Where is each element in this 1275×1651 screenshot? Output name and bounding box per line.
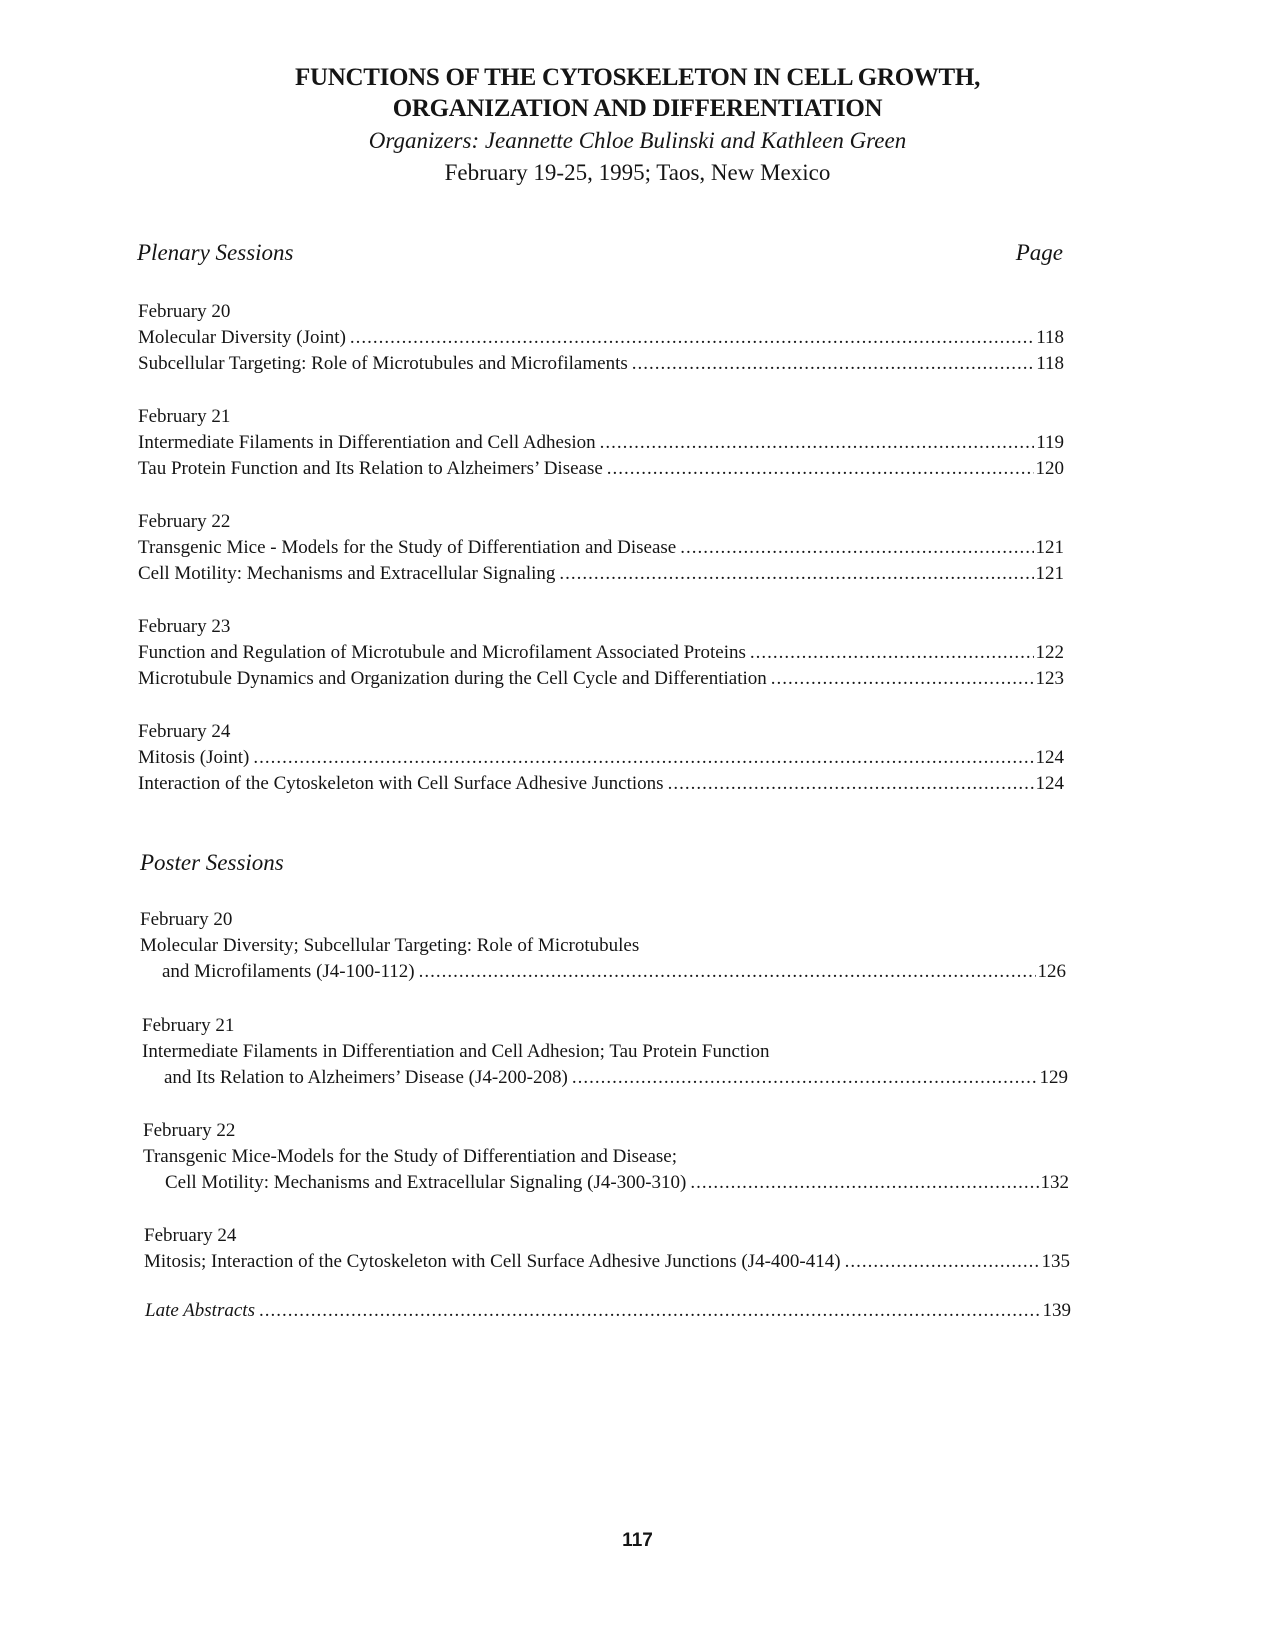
toc-entry[interactable] [138,640,1064,666]
page-number: 117 [622,1530,653,1551]
dot-leader [259,1298,1041,1324]
dot-leader [845,1249,1040,1275]
toc-entry-title: Mitosis; Interaction of the Cytoskeleton with Cell Surface Adhesive Junctions (J4-400-414) [144,1251,841,1272]
toc-entry-page: 120 [1035,458,1064,479]
poster-sessions-heading: Poster Sessions [140,850,284,875]
toc-entry[interactable] [143,1170,1069,1196]
toc-entry-page: 118 [1036,327,1064,348]
plenary-day: February 21 [138,406,231,427]
toc-entry-title: Mitosis (Joint) [138,747,250,768]
dot-leader [690,1170,1038,1196]
toc-entry[interactable] [138,535,1064,561]
toc-entry-title: Intermediate Filaments in Differentiation and Cell Adhesion [138,432,596,453]
toc-entry-page: 126 [1037,961,1066,982]
toc-entry-title: Molecular Diversity (Joint) [138,327,346,348]
organizers: Organizers: Jeannette Chloe Bulinski and Kathleen Green [368,128,907,153]
toc-entry[interactable] [138,430,1064,456]
toc-entry-page: 122 [1035,642,1064,663]
poster-day: February 20 [140,909,233,930]
poster-group-feb22 [143,1117,1069,1196]
toc-entry-title: Late Abstracts [145,1300,255,1321]
plenary-group-feb22 [138,508,1064,587]
dot-leader [668,771,1034,797]
plenary-group-feb23 [138,613,1064,692]
toc-entry-title: Cell Motility: Mechanisms and Extracellular Signaling (J4-300-310) [165,1172,687,1193]
toc-entry[interactable] [138,325,1064,351]
dot-leader [632,351,1034,377]
toc-entry-title-line: Transgenic Mice-Models for the Study of Differentiation and Disease; [143,1146,677,1167]
toc-entry-page: 124 [1035,773,1064,794]
toc-entry-title-line: Intermediate Filaments in Differentiation and Cell Adhesion; Tau Protein Function [142,1041,770,1062]
document-header [0,62,1275,189]
dot-leader [572,1065,1038,1091]
toc-entry[interactable] [144,1249,1070,1275]
plenary-day: February 24 [138,721,231,742]
poster-day: February 21 [142,1015,235,1036]
toc-entry[interactable] [138,745,1064,771]
dot-leader [680,535,1033,561]
toc-entry-page: 121 [1035,537,1064,558]
toc-entry-title: Interaction of the Cytoskeleton with Cell Surface Adhesive Junctions [138,773,664,794]
toc-entry[interactable] [138,351,1064,377]
poster-group-feb20 [140,906,1066,985]
dot-leader [559,561,1033,587]
toc-entry-page: 121 [1035,563,1064,584]
toc-entry-title: Tau Protein Function and Its Relation to Alzheimers’ Disease [138,458,603,479]
toc-entry-page: 139 [1042,1300,1071,1321]
dot-leader [607,456,1034,482]
toc-entry-page: 132 [1040,1172,1069,1193]
plenary-day: February 20 [138,301,231,322]
toc-entry-title: Subcellular Targeting: Role of Microtubules and Microfilaments [138,353,628,374]
date-location: February 19-25, 1995; Taos, New Mexico [444,160,831,185]
toc-entry-page: 124 [1035,747,1064,768]
toc-entry-title-line: Molecular Diversity; Subcellular Targeting: Role of Microtubules [140,935,640,956]
dot-leader [253,745,1033,771]
toc-entry-title: Microtubule Dynamics and Organization during the Cell Cycle and Differentiation [138,668,767,689]
toc-entry-page: 118 [1036,353,1064,374]
toc-entry[interactable] [138,666,1064,692]
poster-day: February 24 [144,1225,237,1246]
toc-entry[interactable] [138,561,1064,587]
toc-entry-title: Transgenic Mice - Models for the Study of Differentiation and Disease [138,537,677,558]
toc-entry-page: 119 [1036,432,1064,453]
toc-entry-page: 135 [1041,1251,1070,1272]
poster-group-feb24 [144,1222,1070,1275]
toc-entry-title: and Its Relation to Alzheimers’ Disease (J4-200-208) [164,1067,568,1088]
toc-entry[interactable] [142,1065,1068,1091]
plenary-day: February 22 [138,511,231,532]
dot-leader [419,959,1036,985]
toc-entry[interactable] [140,959,1066,985]
toc-entry[interactable] [138,771,1064,797]
poster-group-feb21 [142,1012,1068,1091]
toc-entry-title: Cell Motility: Mechanisms and Extracellular Signaling [138,563,556,584]
late-abstracts-group [145,1298,1071,1324]
plenary-group-feb21 [138,403,1064,482]
toc-entry-page: 123 [1035,668,1064,689]
plenary-group-feb20 [138,298,1064,377]
title-line-2: ORGANIZATION AND DIFFERENTIATION [392,95,883,122]
dot-leader [350,325,1034,351]
dot-leader [750,640,1034,666]
title-line-1: FUNCTIONS OF THE CYTOSKELETON IN CELL GROWTH, [294,64,981,91]
plenary-group-feb24 [138,718,1064,797]
toc-entry-page: 129 [1039,1067,1068,1088]
page-column-heading: Page [1015,240,1063,265]
plenary-day: February 23 [138,616,231,637]
plenary-sessions-heading: Plenary Sessions [137,240,294,265]
toc-entry-title: and Microfilaments (J4-100-112) [162,961,415,982]
poster-day: February 22 [143,1120,236,1141]
toc-entry-title: Function and Regulation of Microtubule and Microfilament Associated Proteins [138,642,746,663]
dot-leader [600,430,1035,456]
toc-entry[interactable] [138,456,1064,482]
dot-leader [771,666,1034,692]
toc-entry-late-abstracts[interactable] [145,1298,1071,1324]
